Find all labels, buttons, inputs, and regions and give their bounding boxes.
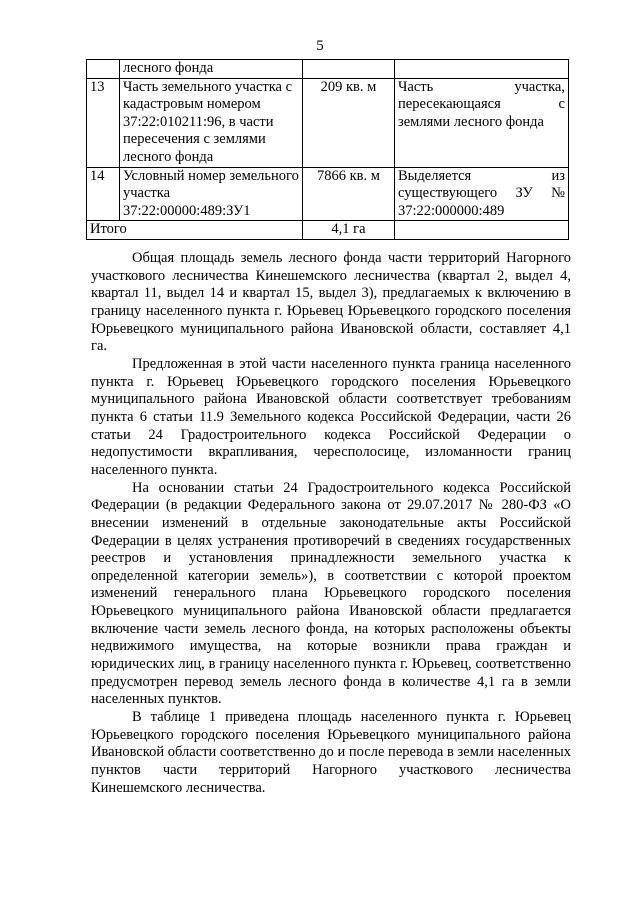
row-number-cell — [87, 60, 120, 79]
paragraph-table-reference: В таблице 1 приведена площадь населенного пункта г. Юрьевец Юрьевецкого городского поселения Юрьевецкого муниципального района Ивановской области соответственно до и после перевода в земли населенных пунктов части территорий Нагорного участкового лесничества Кинешемского лесничества. — [91, 709, 571, 796]
table-row — [87, 167, 569, 221]
row-number-cell: 13 — [87, 78, 120, 167]
table-total-row — [87, 221, 569, 240]
total-label-cell: Итого — [87, 221, 303, 240]
parcel-note-cell — [395, 60, 569, 79]
parcel-area-cell: 7866 кв. м — [303, 167, 395, 221]
paragraph-total-area: Общая площадь земель лесного фонда части территорий Нагорного участкового лесничества Кинешемского лесничества (квартал 2, выдел 4, квартал 11, выдел 14 и квартал 15, выдел 3), предлагаемых к включению в границу населенного пункта г. Юрьевец Юрьевецкого городского поселения Юрьевецкого муниципального района Ивановской области, составляет 4,1 га. — [91, 250, 571, 355]
parcel-name-cell: Условный номер земельного участка 37:22:00000:489:ЗУ1 — [120, 167, 303, 221]
parcel-note-cell: Выделяется из существующего ЗУ № 37:22:000000:489 — [395, 167, 569, 221]
parcel-area-cell: 209 кв. м — [303, 78, 395, 167]
parcel-name-cell: Часть земельного участка с кадастровым номером 37:22:010211:96, в части пересечения с землями лесного фонда — [120, 78, 303, 167]
table-row — [87, 60, 569, 79]
table-row — [87, 78, 569, 167]
body-text — [91, 250, 571, 797]
page-number: 5 — [316, 38, 324, 54]
parcel-name-cell: лесного фонда — [120, 60, 303, 79]
land-parcels-table — [86, 59, 569, 240]
paragraph-legal-basis: На основании статьи 24 Градостроительного кодекса Российской Федерации (в редакции Федерального закона от 29.07.2017 № 280-ФЗ «О внесении изменений в отдельные законодательные акты Российской Федерации в целях устранения противоречий в сведениях государственных реестров и установления принадлежности земельного участка к определенной категории земель»), в соответствии с которой проектом изменений генерального плана Юрьевецкого городского поселения Юрьевецкого муниципального района Ивановской области предлагается включение части земель лесного фонда, на которых расположены объекты недвижимого имущества, на которые возникли права граждан и юридических лиц, в границу населенного пункта г. Юрьевец, соответственно предусмотрен перевод земель лесного фонда в количестве 4,1 га в земли населенных пунктов. — [91, 479, 571, 708]
parcel-area-cell — [303, 60, 395, 79]
paragraph-boundary-compliance: Предложенная в этой части населенного пункта граница населенного пункта г. Юрьевец Юрьевецкого городского поселения Юрьевецкого муниципального района Ивановской области соответствует требованиям пункта 6 статьи 11.9 Земельного кодекса Российской Федерации, части 26 статьи 24 Градостроительного кодекса Российской Федерации о недопустимости вкрапливания, чересполосице, изломанности границ населенного пункта. — [91, 355, 571, 478]
total-value-cell: 4,1 га — [303, 221, 395, 240]
parcel-note-cell: Часть участка, пересекающаяся с землями лесного фонда — [395, 78, 569, 167]
total-empty-cell — [395, 221, 569, 240]
row-number-cell: 14 — [87, 167, 120, 221]
